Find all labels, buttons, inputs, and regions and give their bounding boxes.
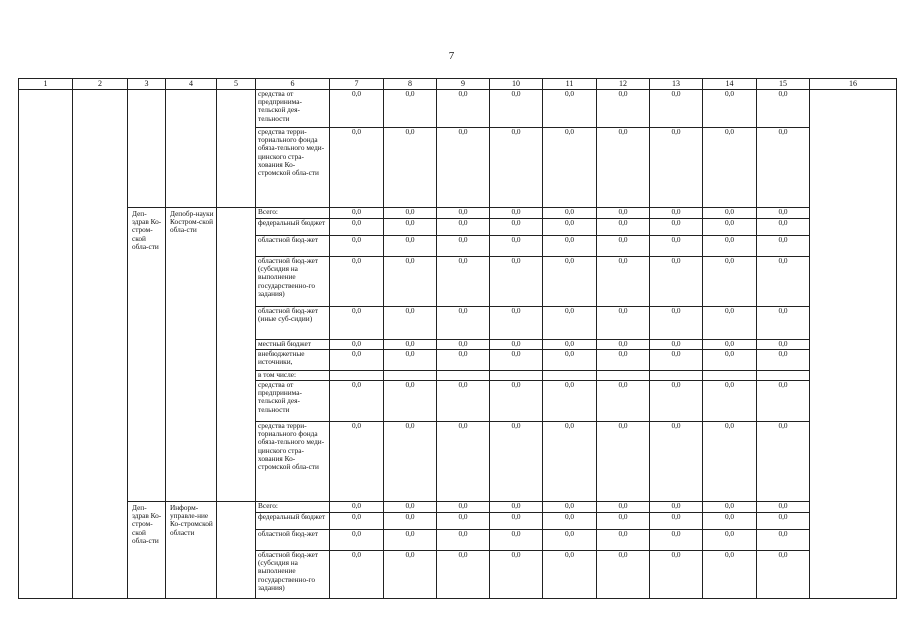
funding-source-label: федеральный бюджет	[256, 219, 330, 236]
value-cell: 0,0	[437, 340, 490, 350]
value-cell: 0,0	[597, 340, 650, 350]
funding-source-label: средства от предпринима-тельской дея-тельности	[256, 90, 330, 128]
value-cell: 0,0	[490, 128, 543, 208]
value-cell: 0,0	[437, 307, 490, 340]
col5-cell	[217, 90, 256, 208]
value-cell: 0,0	[597, 551, 650, 599]
header-cell-11: 11	[543, 79, 597, 90]
value-cell: 0,0	[543, 257, 597, 307]
value-cell: 0,0	[437, 381, 490, 422]
value-cell: 0,0	[384, 551, 437, 599]
value-cell	[650, 371, 703, 381]
value-cell: 0,0	[384, 502, 437, 513]
value-cell: 0,0	[437, 502, 490, 513]
funding-source-label: Всего:	[256, 208, 330, 219]
value-cell: 0,0	[757, 551, 810, 599]
value-cell: 0,0	[543, 208, 597, 219]
header-cell-15: 15	[757, 79, 810, 90]
co-executor: Депобр-науки Костром-ской обла-сти	[166, 208, 217, 502]
value-cell: 0,0	[490, 219, 543, 236]
value-cell: 0,0	[650, 513, 703, 530]
value-cell: 0,0	[703, 340, 757, 350]
value-cell: 0,0	[330, 340, 384, 350]
value-cell: 0,0	[330, 208, 384, 219]
value-cell: 0,0	[597, 219, 650, 236]
value-cell: 0,0	[703, 219, 757, 236]
value-cell: 0,0	[757, 236, 810, 257]
value-cell: 0,0	[490, 236, 543, 257]
value-cell: 0,0	[490, 422, 543, 502]
responsible-executor	[128, 90, 166, 208]
value-cell: 0,0	[650, 128, 703, 208]
value-cell: 0,0	[543, 307, 597, 340]
value-cell: 0,0	[597, 208, 650, 219]
value-cell: 0,0	[437, 551, 490, 599]
value-cell: 0,0	[330, 257, 384, 307]
funding-source-label: областной бюд-жет	[256, 236, 330, 257]
value-cell: 0,0	[543, 530, 597, 551]
value-cell: 0,0	[597, 513, 650, 530]
value-cell: 0,0	[650, 530, 703, 551]
header-cell-12: 12	[597, 79, 650, 90]
value-cell: 0,0	[703, 422, 757, 502]
value-cell: 0,0	[703, 530, 757, 551]
value-cell: 0,0	[543, 502, 597, 513]
value-cell: 0,0	[330, 422, 384, 502]
value-cell: 0,0	[437, 236, 490, 257]
value-cell: 0,0	[650, 219, 703, 236]
value-cell: 0,0	[650, 350, 703, 371]
value-cell	[330, 371, 384, 381]
value-cell: 0,0	[757, 307, 810, 340]
value-cell: 0,0	[490, 208, 543, 219]
value-cell: 0,0	[650, 340, 703, 350]
value-cell: 0,0	[543, 381, 597, 422]
value-cell: 0,0	[543, 128, 597, 208]
funding-source-label: областной бюд-жет (субсидия на выполнение государственно-го задания)	[256, 257, 330, 307]
co-executor	[166, 90, 217, 208]
value-cell: 0,0	[757, 422, 810, 502]
value-cell: 0,0	[384, 128, 437, 208]
value-cell: 0,0	[757, 208, 810, 219]
funding-source-label: средства терри-ториального фонда обяза-тельного меди-цинского стра-хования Ко-стромской обла-сти	[256, 128, 330, 208]
value-cell: 0,0	[437, 530, 490, 551]
value-cell: 0,0	[543, 236, 597, 257]
value-cell: 0,0	[330, 219, 384, 236]
value-cell: 0,0	[703, 350, 757, 371]
value-cell: 0,0	[597, 236, 650, 257]
responsible-executor: Деп-здрав Ко-стром-ской обла-сти	[128, 208, 166, 502]
value-cell: 0,0	[543, 219, 597, 236]
value-cell: 0,0	[384, 350, 437, 371]
value-cell: 0,0	[543, 513, 597, 530]
header-cell-16: 16	[810, 79, 897, 90]
value-cell: 0,0	[703, 381, 757, 422]
value-cell: 0,0	[757, 90, 810, 128]
value-cell: 0,0	[597, 381, 650, 422]
header-cell-5: 5	[217, 79, 256, 90]
co-executor: Информ-управле-ние Ко-стромской области	[166, 502, 217, 599]
value-cell: 0,0	[757, 219, 810, 236]
funding-source-label: внебюджетные источники,	[256, 350, 330, 371]
value-cell	[757, 371, 810, 381]
value-cell: 0,0	[597, 307, 650, 340]
value-cell: 0,0	[757, 128, 810, 208]
value-cell: 0,0	[330, 236, 384, 257]
col5-cell	[217, 208, 256, 502]
value-cell: 0,0	[757, 502, 810, 513]
funding-source-label: местный бюджет	[256, 340, 330, 350]
funding-source-label: средства терри-ториального фонда обяза-тельного меди-цинского стра-хования Ко-стромской обла-сти	[256, 422, 330, 502]
value-cell	[437, 371, 490, 381]
col5-cell	[217, 502, 256, 599]
value-cell: 0,0	[650, 307, 703, 340]
value-cell: 0,0	[650, 90, 703, 128]
value-cell: 0,0	[384, 381, 437, 422]
value-cell: 0,0	[757, 257, 810, 307]
funding-source-label: областной бюд-жет (субсидия на выполнение государственно-го задания)	[256, 551, 330, 599]
value-cell: 0,0	[384, 530, 437, 551]
value-cell: 0,0	[543, 350, 597, 371]
value-cell: 0,0	[543, 340, 597, 350]
header-cell-1: 1	[19, 79, 73, 90]
value-cell: 0,0	[597, 530, 650, 551]
funding-source-label: областной бюд-жет (иные суб-сидии)	[256, 307, 330, 340]
value-cell: 0,0	[490, 307, 543, 340]
funding-source-label: федеральный бюджет	[256, 513, 330, 530]
value-cell: 0,0	[437, 350, 490, 371]
value-cell: 0,0	[650, 208, 703, 219]
value-cell: 0,0	[437, 513, 490, 530]
value-cell: 0,0	[650, 381, 703, 422]
value-cell: 0,0	[437, 208, 490, 219]
value-cell: 0,0	[650, 422, 703, 502]
value-cell: 0,0	[384, 422, 437, 502]
value-cell: 0,0	[330, 350, 384, 371]
value-cell: 0,0	[384, 208, 437, 219]
table-body	[19, 79, 897, 599]
value-cell: 0,0	[650, 551, 703, 599]
value-cell: 0,0	[757, 530, 810, 551]
value-cell: 0,0	[437, 128, 490, 208]
header-row	[19, 79, 897, 90]
value-cell: 0,0	[703, 502, 757, 513]
value-cell: 0,0	[384, 257, 437, 307]
value-cell: 0,0	[490, 340, 543, 350]
value-cell: 0,0	[757, 381, 810, 422]
value-cell: 0,0	[597, 257, 650, 307]
value-cell: 0,0	[543, 551, 597, 599]
value-cell: 0,0	[757, 340, 810, 350]
col2-cell	[73, 90, 128, 599]
value-cell: 0,0	[703, 128, 757, 208]
value-cell: 0,0	[757, 350, 810, 371]
value-cell: 0,0	[490, 350, 543, 371]
value-cell: 0,0	[384, 236, 437, 257]
value-cell: 0,0	[597, 502, 650, 513]
value-cell: 0,0	[330, 502, 384, 513]
value-cell: 0,0	[330, 513, 384, 530]
table-row	[19, 90, 897, 128]
table-row	[19, 208, 897, 219]
value-cell: 0,0	[384, 90, 437, 128]
header-cell-4: 4	[166, 79, 217, 90]
value-cell: 0,0	[703, 513, 757, 530]
value-cell: 0,0	[384, 513, 437, 530]
value-cell: 0,0	[330, 128, 384, 208]
funding-source-label: средства от предпринима-тельской дея-тельности	[256, 381, 330, 422]
value-cell: 0,0	[330, 551, 384, 599]
funding-source-label: областной бюд-жет	[256, 530, 330, 551]
value-cell: 0,0	[597, 350, 650, 371]
value-cell: 0,0	[650, 502, 703, 513]
value-cell: 0,0	[650, 257, 703, 307]
value-cell: 0,0	[490, 90, 543, 128]
value-cell: 0,0	[597, 422, 650, 502]
header-cell-9: 9	[437, 79, 490, 90]
value-cell: 0,0	[490, 381, 543, 422]
value-cell: 0,0	[330, 381, 384, 422]
value-cell: 0,0	[703, 257, 757, 307]
value-cell: 0,0	[437, 90, 490, 128]
page-number: 7	[448, 50, 455, 62]
value-cell: 0,0	[703, 551, 757, 599]
value-cell	[384, 371, 437, 381]
value-cell: 0,0	[384, 219, 437, 236]
value-cell: 0,0	[757, 513, 810, 530]
header-cell-10: 10	[490, 79, 543, 90]
value-cell	[543, 371, 597, 381]
value-cell: 0,0	[650, 236, 703, 257]
value-cell: 0,0	[437, 257, 490, 307]
col1-cell	[19, 90, 73, 599]
value-cell: 0,0	[543, 422, 597, 502]
value-cell	[490, 371, 543, 381]
header-cell-14: 14	[703, 79, 757, 90]
header-cell-2: 2	[73, 79, 128, 90]
value-cell: 0,0	[703, 236, 757, 257]
value-cell: 0,0	[437, 219, 490, 236]
funding-source-label: в том числе:	[256, 371, 330, 381]
value-cell: 0,0	[703, 90, 757, 128]
header-cell-13: 13	[650, 79, 703, 90]
responsible-executor: Деп-здрав Ко-стром-ской обла-сти	[128, 502, 166, 599]
header-cell-6: 6	[256, 79, 330, 90]
value-cell: 0,0	[543, 90, 597, 128]
value-cell	[597, 371, 650, 381]
value-cell: 0,0	[330, 307, 384, 340]
value-cell: 0,0	[703, 307, 757, 340]
value-cell: 0,0	[384, 307, 437, 340]
value-cell	[703, 371, 757, 381]
value-cell: 0,0	[490, 530, 543, 551]
value-cell: 0,0	[490, 502, 543, 513]
value-cell: 0,0	[490, 551, 543, 599]
value-cell: 0,0	[597, 90, 650, 128]
col16-cell	[810, 90, 897, 599]
header-cell-7: 7	[330, 79, 384, 90]
value-cell: 0,0	[330, 530, 384, 551]
header-cell-8: 8	[384, 79, 437, 90]
value-cell: 0,0	[330, 90, 384, 128]
value-cell: 0,0	[437, 422, 490, 502]
value-cell: 0,0	[490, 513, 543, 530]
funding-source-label: Всего:	[256, 502, 330, 513]
value-cell: 0,0	[703, 208, 757, 219]
budget-table	[18, 78, 897, 599]
value-cell: 0,0	[597, 128, 650, 208]
value-cell: 0,0	[490, 257, 543, 307]
value-cell: 0,0	[384, 340, 437, 350]
table-row	[19, 502, 897, 513]
header-cell-3: 3	[128, 79, 166, 90]
